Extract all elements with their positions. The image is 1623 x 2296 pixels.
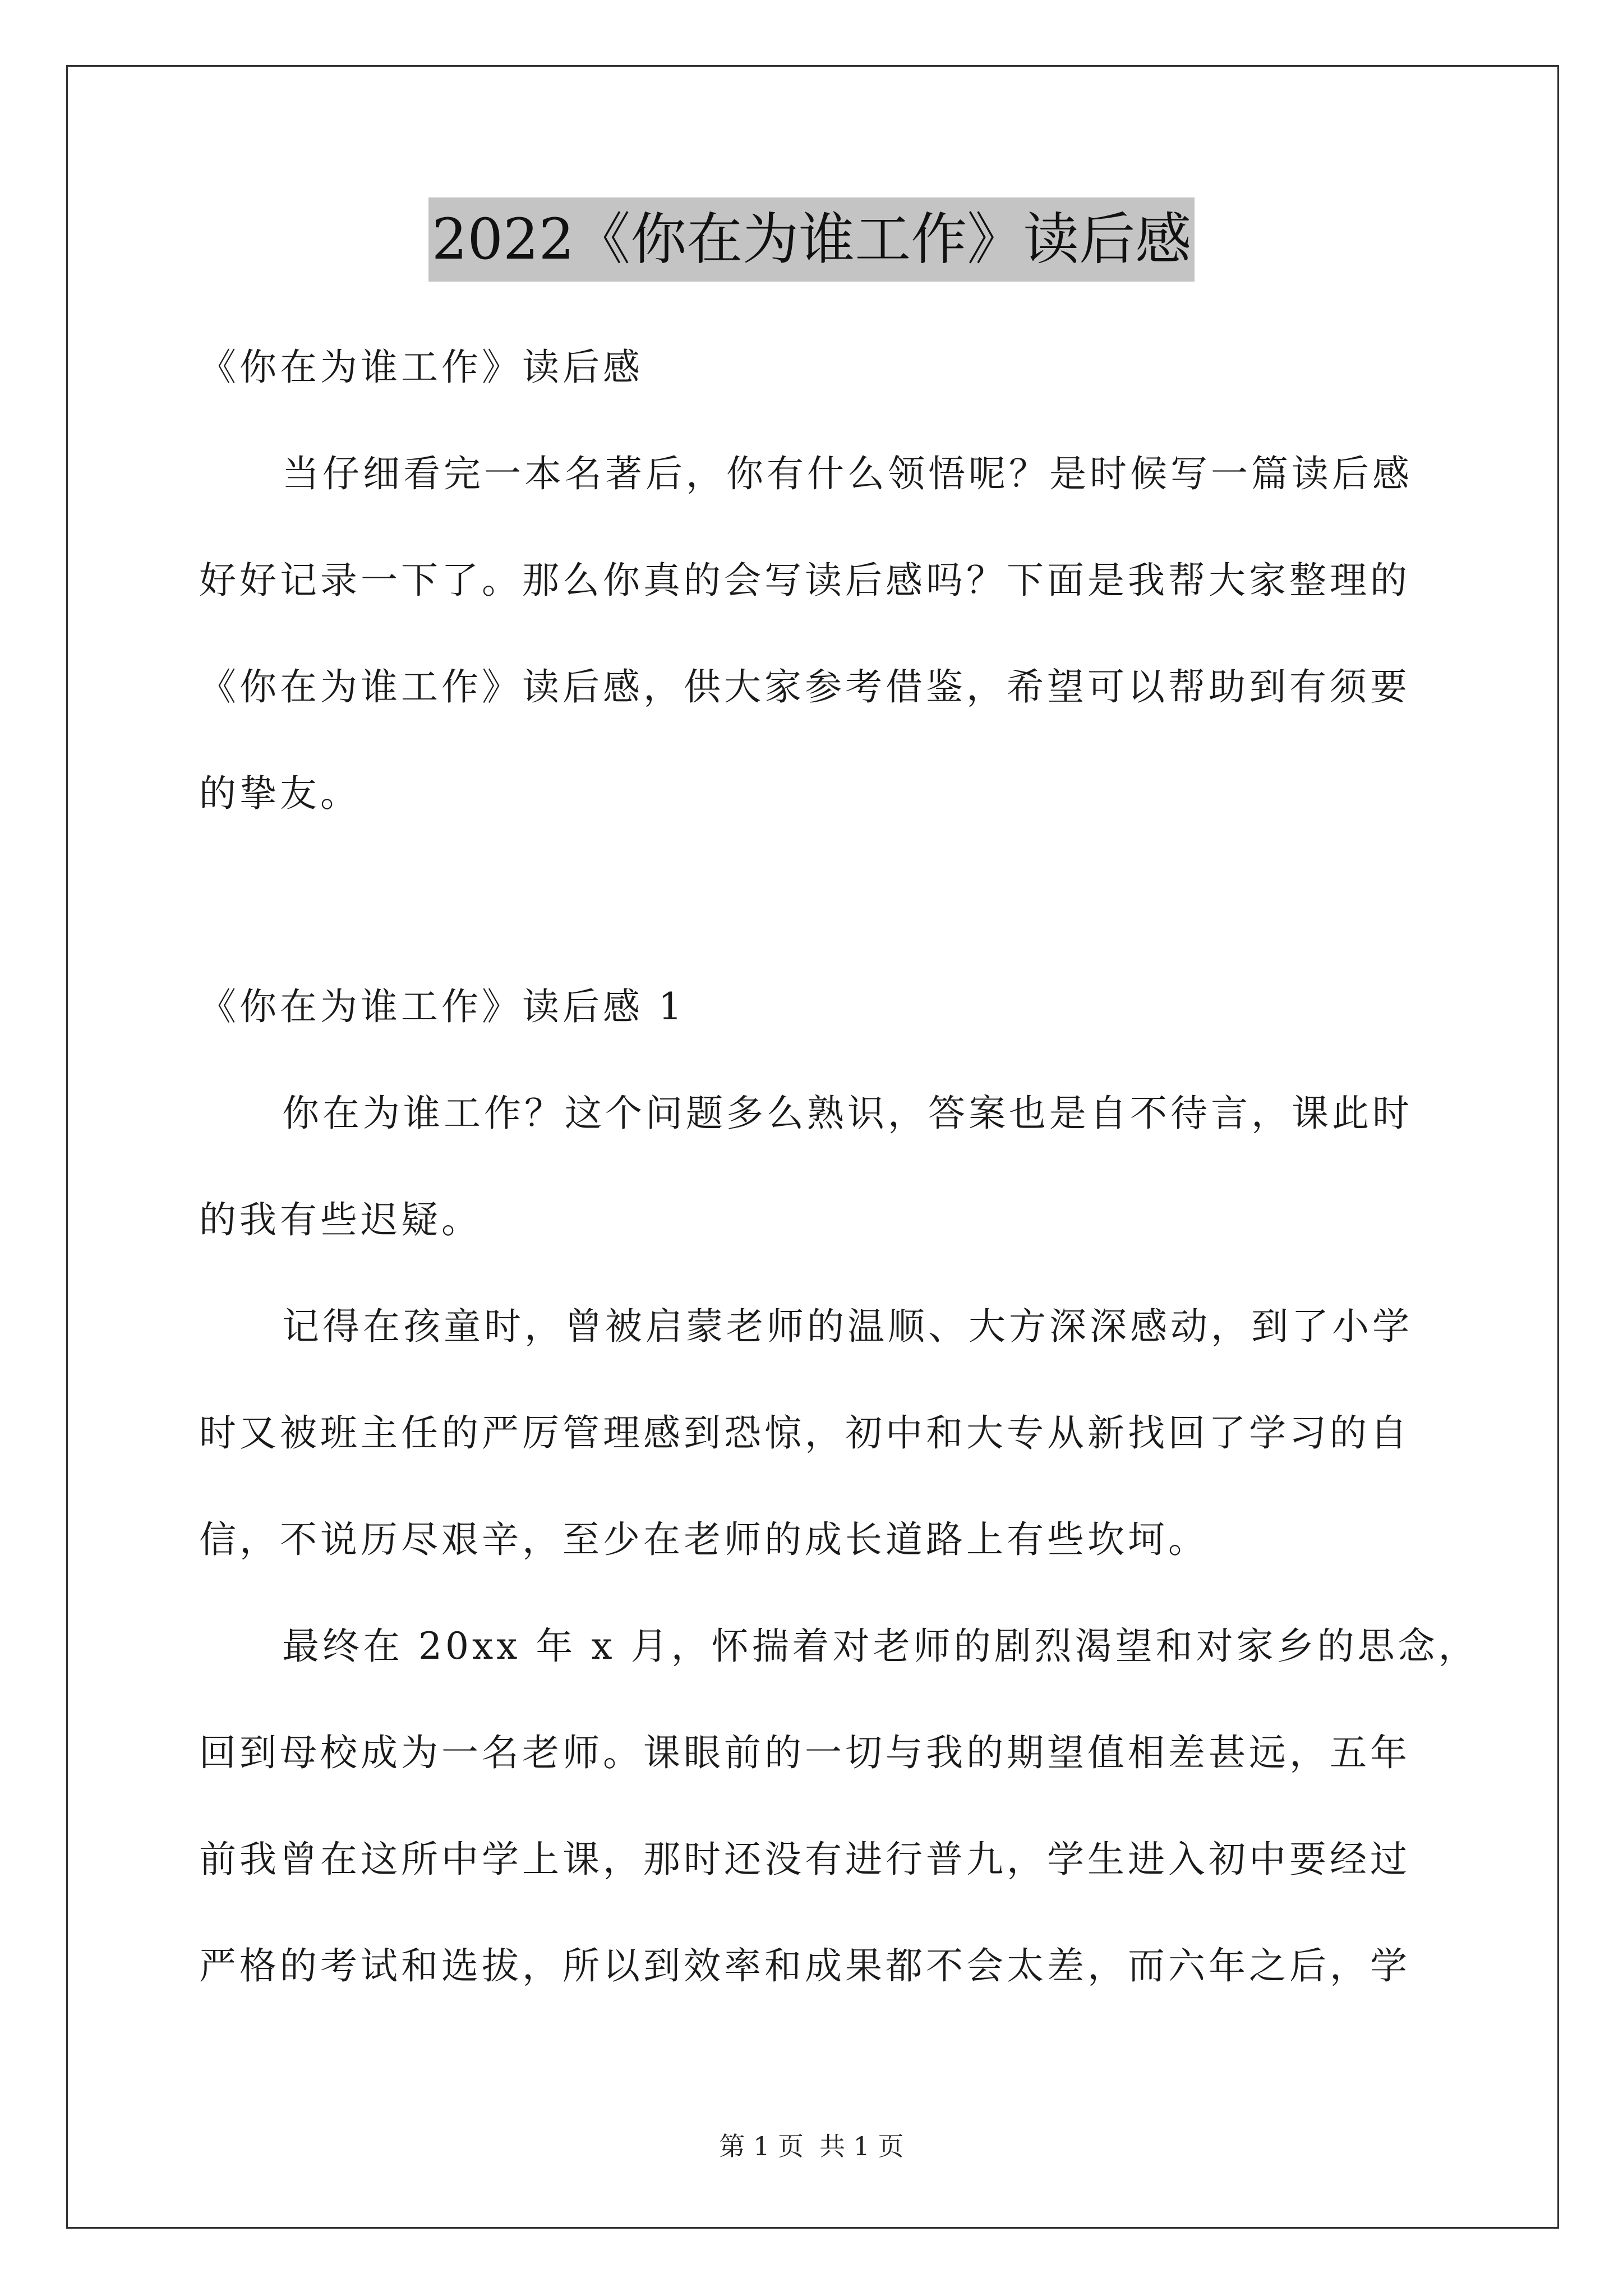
paragraph-line: 严格的考试和选拔，所以到效率和成果都不会太差，而六年之后，学 bbox=[199, 1944, 1410, 1987]
paragraph-line: 你在为谁工作？这个问题多么熟识，答案也是自不待言，课此时 bbox=[282, 1092, 1413, 1135]
paragraph-line: 的我有些迟疑。 bbox=[199, 1198, 482, 1241]
paragraph-line: 时又被班主任的严厉管理感到恐惊，初中和大专从新找回了学习的自 bbox=[199, 1411, 1410, 1455]
intro-line: 的挚友。 bbox=[199, 772, 361, 815]
section-heading: 《你在为谁工作》读后感 1 bbox=[199, 985, 685, 1028]
paragraph-line: 回到母校成为一名老师。课眼前的一切与我的期望值相差甚远，五年 bbox=[199, 1731, 1410, 1774]
page-total: 共 1 页 bbox=[819, 2131, 904, 2161]
document-body bbox=[199, 314, 1479, 2019]
intro-heading: 《你在为谁工作》读后感 bbox=[199, 346, 643, 389]
title-wrap bbox=[0, 197, 1623, 282]
page-footer bbox=[0, 2129, 1623, 2163]
intro-line: 好好记录一下了。那么你真的会写读后感吗？下面是我帮大家整理的 bbox=[199, 559, 1410, 602]
intro-line: 《你在为谁工作》读后感，供大家参考借鉴，希望可以帮助到有须要 bbox=[199, 665, 1410, 708]
paragraph-line: 前我曾在这所中学上课，那时还没有进行普九，学生进入初中要经过 bbox=[199, 1838, 1410, 1881]
paragraph-line: 记得在孩童时，曾被启蒙老师的温顺、大方深深感动，到了小学 bbox=[282, 1305, 1413, 1348]
paragraph-line: 信，不说历尽艰辛，至少在老师的成长道路上有些坎坷。 bbox=[199, 1518, 1209, 1561]
blank-line bbox=[199, 847, 1433, 954]
intro-line: 当仔细看完一本名著后，你有什么领悟呢？是时候写一篇读后感 bbox=[282, 452, 1413, 495]
paragraph-line: 最终在 20xx 年 x 月，怀揣着对老师的剧烈渴望和对家乡的思念， bbox=[282, 1625, 1479, 1668]
document-title: 2022《你在为谁工作》读后感 bbox=[428, 197, 1195, 282]
page-number: 第 1 页 bbox=[719, 2131, 804, 2161]
